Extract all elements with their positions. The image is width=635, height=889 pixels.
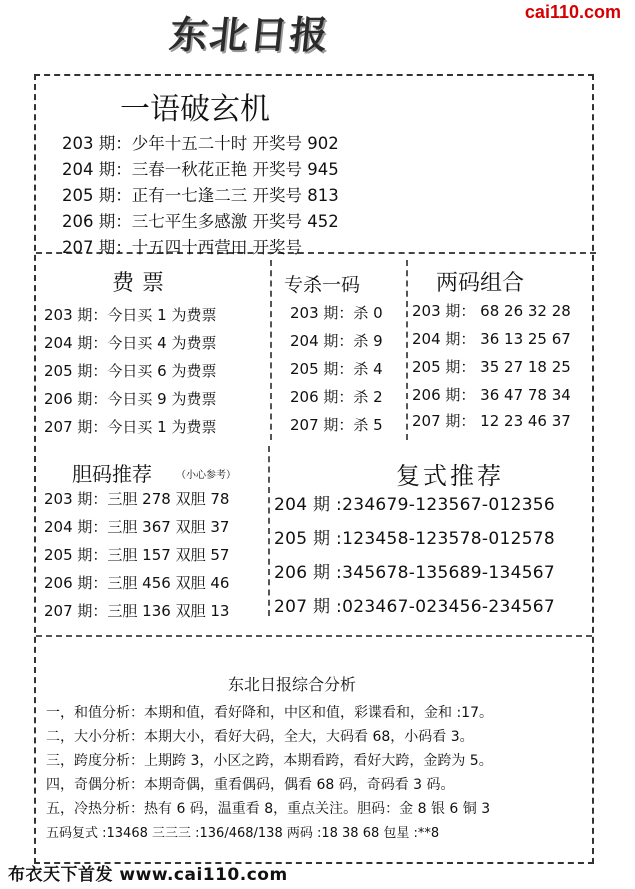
divider-vertical-1	[270, 260, 272, 440]
zhuansha-row: 205 期：杀 4	[290, 360, 383, 378]
site-link[interactable]: cai110.com	[524, 2, 621, 22]
danma-row: 205 期：三胆 157 双胆 57	[44, 546, 230, 564]
liangma-title: 两码组合	[436, 271, 525, 296]
yiyu-line: 207 期：十五四十西营田 开奖号	[62, 238, 302, 257]
fushi-row: 205 期 :123458-123578-012578	[274, 529, 556, 549]
zhuansha-row: 204 期：杀 9	[290, 332, 383, 350]
yiyu-title: 一语破玄机	[120, 92, 270, 127]
footer-text: 布衣天下首发 www.cai110.com	[8, 865, 288, 885]
feipiao-row: 207 期：今日买 1 为费票	[44, 418, 217, 436]
feipiao-row: 206 期：今日买 9 为费票	[44, 390, 217, 408]
analysis-line: 四，奇偶分析：本期奇偶，重看偶码，偶看 68 码，奇码看 3 码。	[46, 777, 455, 793]
fushi-row: 206 期 :345678-135689-134567	[274, 563, 556, 583]
analysis-line: 五码复式 :13468 三三三 :136/468/138 两码 :18 38 68 包星 :**8	[46, 826, 440, 841]
fushi-row: 204 期 :234679-123567-012356	[274, 495, 556, 515]
danma-title: 胆码推荐	[72, 462, 152, 486]
feipiao-row: 204 期：今日买 4 为费票	[44, 334, 217, 352]
yiyu-line: 205 期：正有一七逢二三 开奖号 813	[62, 186, 339, 205]
feipiao-row: 205 期：今日买 6 为费票	[44, 362, 217, 380]
liangma-row: 207 期： 12 23 46 37	[412, 412, 571, 430]
feipiao-row: 203 期：今日买 1 为费票	[44, 306, 217, 324]
zhuansha-row: 203 期：杀 0	[290, 304, 383, 322]
yiyu-line: 206 期：三七平生多感激 开奖号 452	[62, 212, 339, 231]
liangma-row: 206 期： 36 47 78 34	[412, 386, 571, 404]
danma-note: （小心参考）	[176, 470, 236, 481]
danma-row: 207 期：三胆 136 双胆 13	[44, 602, 230, 620]
yiyu-line: 204 期：三春一秋花正艳 开奖号 945	[62, 160, 339, 179]
analysis-line: 二，大小分析：本期大小，看好大码，全大，大码看 68，小码看 3。	[46, 729, 474, 745]
liangma-row: 204 期： 36 13 25 67	[412, 330, 571, 348]
analysis-title: 东北日报综合分析	[228, 675, 357, 694]
fushi-title: 复式推荐	[396, 462, 504, 490]
zhuansha-title: 专杀一码	[284, 274, 361, 296]
analysis-line: 三，跨度分析：上期跨 3，小区之跨，本期看跨，看好大跨，金跨为 5。	[46, 753, 493, 769]
analysis-line: 一，和值分析：本期和值，看好降和，中区和值，彩谍看和，金和 :17。	[46, 705, 493, 721]
divider-vertical-3	[268, 446, 270, 616]
danma-row: 204 期：三胆 367 双胆 37	[44, 518, 230, 536]
zhuansha-row: 206 期：杀 2	[290, 388, 383, 406]
fushi-row: 207 期 :023467-023456-234567	[274, 597, 556, 617]
divider-vertical-2	[406, 260, 408, 440]
feipiao-title: 费票	[112, 271, 173, 296]
danma-row: 206 期：三胆 456 双胆 46	[44, 574, 230, 592]
liangma-row: 203 期： 68 26 32 28	[412, 302, 571, 320]
yiyu-line: 203 期：少年十五二十时 开奖号 902	[62, 134, 339, 153]
analysis-line: 五，冷热分析：热有 6 码，温重看 8，重点关注。胆码：金 8 银 6 铜 3	[46, 801, 491, 817]
masthead: 东北日报	[167, 12, 333, 57]
divider-analysis	[36, 635, 592, 637]
zhuansha-row: 207 期：杀 5	[290, 416, 383, 434]
liangma-row: 205 期： 35 27 18 25	[412, 358, 571, 376]
danma-row: 203 期：三胆 278 双胆 78	[44, 490, 230, 508]
